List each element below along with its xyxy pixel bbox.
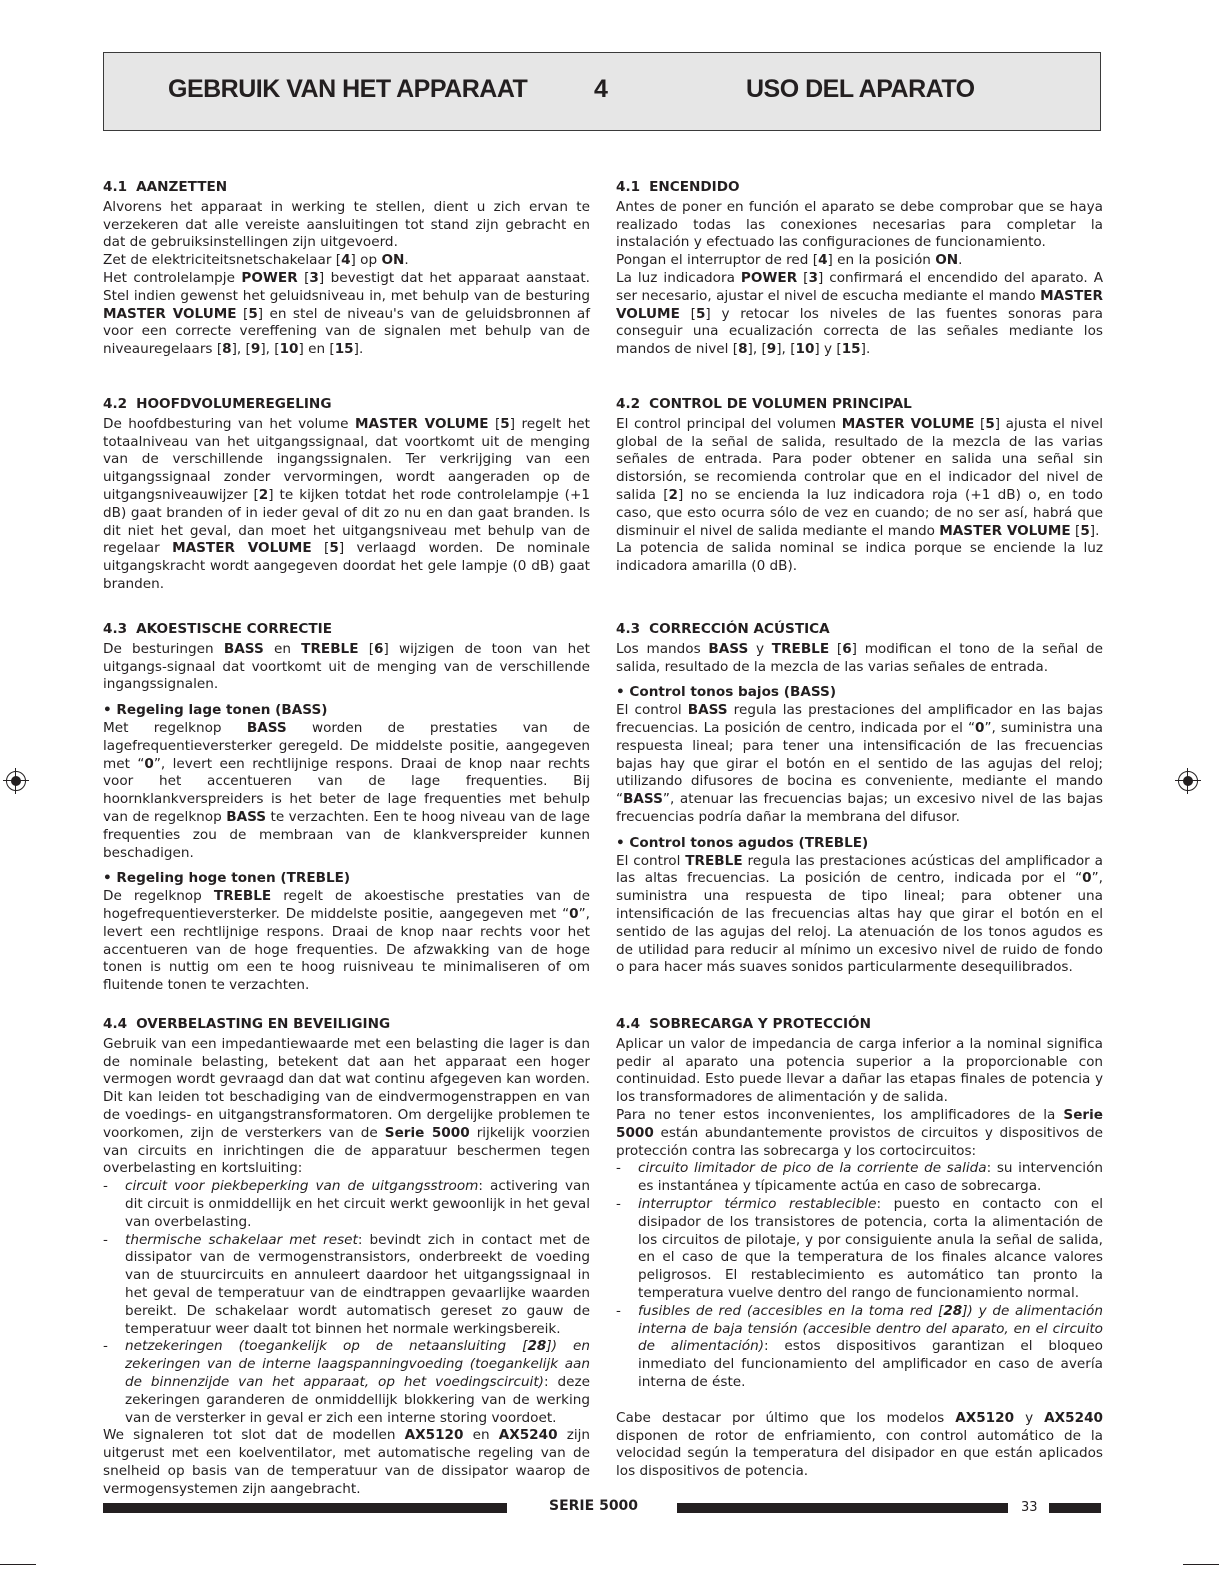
section-4-2-spanish bbox=[616, 396, 1103, 576]
list-item: - netzekeringen (toegankelijk op de netaansluiting [28]) en zekeringen van de interne laagspanningvoeding (toegankelijk aan de binnenzijde van het apparaat, op het voedingscircuit): deze zekeringen garanderen de onmiddellijk blokkering van de werking van de versterker in geval er zich een interne storing voordoet. bbox=[103, 1338, 590, 1426]
paragraph: Antes de poner en función el aparato se debe comprobar que se haya realizado todas las conexiones necesarias para completar la instalación y efectuado las configuraciones de funcionamiento. bbox=[616, 198, 1103, 251]
registration-mark-icon bbox=[3, 768, 29, 794]
footer-bar-right bbox=[677, 1503, 1008, 1513]
section-heading: 4.4 OVERBELASTING EN BEVEILIGING bbox=[103, 1016, 391, 1032]
section-heading: 4.1 ENCENDIDO bbox=[616, 179, 740, 195]
paragraph: Para no tener estos inconvenientes, los amplificadores de la Serie 5000 están abundantemente provistos de circuitos y dispositivos de protección contra las sobrecarga y los cortocircuitos: bbox=[616, 1106, 1103, 1159]
paragraph: We signaleren tot slot dat de modellen AX5120 en AX5240 zijn uitgerust met een koelventilator, met automatische regeling van de snelheid op basis van de temperatuur van de dissipator waarop de vermogensystemen zijn aangebracht. bbox=[103, 1427, 590, 1497]
list-item: - thermische schakelaar met reset: bevindt zich in contact met de dissipator van de vermogenstransistors, onderbreekt de voeding van de stuurcircuits en annuleert daardoor het uitgangssignaal in het geval de temperatuur van de eindtrappen gevaarlijke waarden bereikt. De schakelaar wordt automatisch gereset zo gauw de temperatuur weer daalt tot binnen het normale werkingsbereik. bbox=[103, 1231, 591, 1337]
header-title-dutch: GEBRUIK VAN HET APPARAAT bbox=[168, 75, 528, 103]
subsection-heading: • Regeling lage tonen (BASS) bbox=[103, 702, 328, 719]
paragraph: Los mandos BASS y TREBLE [6] modifican el tono de la señal de salida, resultado de la mezcla de las varias señales de entrada. bbox=[616, 640, 1104, 675]
registration-mark-icon bbox=[1175, 768, 1201, 794]
header-title-spanish: USO DEL APARATO bbox=[746, 75, 975, 103]
footer-bar-left bbox=[103, 1503, 507, 1513]
subsection-heading: • Regeling hoge tonen (TREBLE) bbox=[103, 870, 351, 887]
crop-mark bbox=[0, 1564, 36, 1565]
section-4-1-dutch bbox=[103, 179, 590, 359]
section-4-4-dutch bbox=[103, 1016, 590, 1499]
list-item: - circuit voor piekbeperking van de uitgangsstroom: activering van dit circuit is onmiddellijk en het circuit werkt gewoonlijk in het geval van overbelasting. bbox=[103, 1178, 590, 1230]
section-heading: 4.3 AKOESTISCHE CORRECTIE bbox=[103, 621, 333, 637]
subsection-heading: • Control tonos bajos (BASS) bbox=[616, 684, 837, 701]
paragraph: Met regelknop BASS worden de prestaties van de lagefrequentieversterker geregeld. De middelste positie, aangegeven met “0”, levert een rechtlijnige respons. Draai de knop naar rechts voor het accentueren van de lage frequenties. Bij hoornklankverspreiders is het beter de lage frequenties met behulp van de regelknop BASS te verzachten. Een te hoog niveau van de lage frequenties zou de membraan van de klankverspreider kunnen beschadigen. bbox=[103, 719, 590, 861]
list-item: - fusibles de red (accesibles en la toma red [28]) y de alimentación interna de baja tensión (accesible dentro del aparato, en el circuito de alimentación): estos dispositivos garantizan el bloqueo inmediato del funcionamiento del amplificador en caso de avería interna de éste. bbox=[616, 1302, 1103, 1390]
section-heading: 4.4 SOBRECARGA Y PROTECCIÓN bbox=[616, 1016, 871, 1032]
subsection-heading: • Control tonos agudos (TREBLE) bbox=[616, 834, 869, 851]
paragraph: Aplicar un valor de impedancia de carga inferior a la nominal significa pedir al aparato una potencia superior a la proporcionable con continuidad. Esto puede llevar a dañar las etapas finales de potencia y los transformadores de alimentación y de salida. bbox=[616, 1035, 1103, 1106]
paragraph: Het controlelampje POWER [3] bevestigt dat het apparaat aanstaat. Stel indien gewenst het geluidsniveau in, met behulp van de besturing MASTER VOLUME [5] en stel de niveau's van de geluidsbronnen af voor een correcte vereffening van de signalen met behulp van de niveauregelaars [8], [9], [10] en [15]. bbox=[103, 269, 590, 358]
paragraph: Pongan el interruptor de red [4] en la posición ON. bbox=[616, 252, 963, 269]
paragraph: La luz indicadora POWER [3] confirmará el encendido del aparato. A ser necesario, ajustar el nivel de escucha mediante el mando MASTER VOLUME [5] y retocar los niveles de las fuentes sonoras para conseguir una ecualización correcta de las señales mediante los mandos de nivel [8], [9], [10] y [15]. bbox=[616, 269, 1104, 358]
section-4-3-spanish bbox=[616, 621, 1103, 977]
section-4-2-dutch bbox=[103, 396, 590, 594]
paragraph: Cabe destacar por último que los modelos AX5120 y AX5240 disponen de rotor de enfriamiento, con control automático de la velocidad según la temperatura del disipador en que están aplicados los dispositivos de potencia. bbox=[616, 1409, 1103, 1480]
section-heading: 4.2 HOOFDVOLUMEREGELING bbox=[103, 396, 332, 412]
paragraph: De besturingen BASS en TREBLE [6] wijzigen de toon van het uitgangs-signaal dat voortkomt uit de menging van de verschillende ingangssignalen. bbox=[103, 640, 590, 693]
section-4-3-dutch bbox=[103, 621, 590, 995]
list-item: - interruptor térmico restablecible: puesto en contacto con el disipador de los transistores de potencia, corta la alimentación de los circuitos de pilotaje, y por consiguiente anula la señal de salida, en el caso de que la temperatura de los finales alcance valores peligrosos. El restablecimiento es automático tan pronto la temperatura vuelve dentro del rango de funcionamiento normal. bbox=[616, 1195, 1103, 1301]
section-heading: 4.3 CORRECCIÓN ACÚSTICA bbox=[616, 621, 830, 637]
paragraph: El control BASS regula las prestaciones del amplificador en las bajas frecuencias. La posición de centro, indicada por el “0”, suministra una respuesta lineal; para tener una intensificación de las frecuencias bajas hay que girar el botón en el sentido de las agujas del reloj; utilizando difusores de bocina es conveniente, mediante el mando “BASS”, atenuar las frecuencias bajas; un excesivo nivel de las bajas frecuencias podría dañar la membrana del difusor. bbox=[616, 702, 1103, 825]
crop-mark bbox=[1183, 1564, 1219, 1565]
section-4-4-spanish bbox=[616, 1016, 1103, 1481]
paragraph: La potencia de salida nominal se indica porque se enciende la luz indicadora amarilla (0 dB). bbox=[616, 540, 1103, 575]
paragraph: Zet de elektriciteitsnetschakelaar [4] op ON. bbox=[103, 252, 409, 269]
chapter-number: 4 bbox=[594, 75, 608, 103]
paragraph: De regelknop TREBLE regelt de akoestische prestaties van de hogefrequentieversterker. De middelste positie, aangegeven met “0”, levert een rechtlijnige respons. Draai de knop naar rechts voor het accentueren van de hoge frequenties. De afzwakking van de hoge tonen is nuttig om een te hoog ruisniveau te minimaliseren of om fluitende tonen te verzachten. bbox=[103, 888, 590, 994]
section-heading: 4.1 AANZETTEN bbox=[103, 179, 228, 195]
list-item: - circuito limitador de pico de la corriente de salida: su intervención es instantánea y típicamente actúa en caso de sobrecarga. bbox=[616, 1160, 1104, 1195]
paragraph: Gebruik van een impedantiewaarde met een belasting die lager is dan de nominale belasting, betekent dat aan het apparaat een hoger vermogen wordt gevraagd dan dat wat continu afgegeven kan worden. Dit kan leiden tot beschadiging van de eindvermogenstrappen en van de voedings- en uitgangstransformatoren. Om dergelijke problemen te voorkomen, zijn de versterkers van de Serie 5000 rijkelijk voorzien van circuits en inrichtingen die de apparatuur beschermen tegen overbelasting en kortsluiting: bbox=[103, 1035, 590, 1177]
paragraph: El control TREBLE regula las prestaciones acústicas del amplificador a las altas frecuencias. La posición de centro, indicada por el “0”, suministra una respuesta de tipo lineal; para obtener una intensificación de las frecuencias altas hay que girar el botón en el sentido de las agujas del reloj. La atenuación de los tonos agudos es de utilidad para reducir al mínimo un excesivo nivel de ruido de fondo o para hacer más suaves sonidos particularmente desequilibrados. bbox=[616, 852, 1103, 976]
section-heading: 4.2 CONTROL DE VOLUMEN PRINCIPAL bbox=[616, 396, 912, 412]
page-number: 33 bbox=[1021, 1500, 1038, 1515]
paragraph: De hoofdbesturing van het volume MASTER VOLUME [5] regelt het totaalniveau van het uitgangssignaal, dat voortkomt uit de menging van de verschillende ingangssignalen. Ter verkrijging van een uitgangssignaal zonder vervormingen, wordt aangeraden op de uitgangsniveauwijzer [2] te kijken totdat het rode controlelampje (+1 dB) gaat branden of in ieder geval of dit zo nu en dan gaat branden. Is dit niet het geval, dan moet het uitgangsniveau met behulp van de regelaar MASTER VOLUME [5] verlaagd worden. De nominale uitgangskracht wordt aangegeven doordat het gele lampje (0 dB) gaat branden. bbox=[103, 415, 591, 592]
paragraph: El control principal del volumen MASTER VOLUME [5] ajusta el nivel global de la señal de salida, resultado de la mezcla de las varias señales de entrada. Para poder obtener en salida una señal sin distorsión, se recomienda controlar que en el indicador del nivel de salida [2] no se encienda la luz indicadora roja (+1 dB) o, en todo caso, que esto ocurra sólo de vez en cuando; de no ser así, habrá que disminuir el nivel de salida mediante el mando MASTER VOLUME [5]. bbox=[616, 415, 1104, 539]
footer-bar-end bbox=[1049, 1503, 1101, 1513]
footer-series: SERIE 5000 bbox=[549, 1498, 639, 1514]
paragraph: Alvorens het apparaat in werking te stellen, dient u zich ervan te verzekeren dat alle vereiste aansluitingen tot stand zijn gebracht en dat de gebruiksinstellingen zijn uitgevoerd. bbox=[103, 198, 590, 251]
section-4-1-spanish bbox=[616, 179, 1103, 359]
